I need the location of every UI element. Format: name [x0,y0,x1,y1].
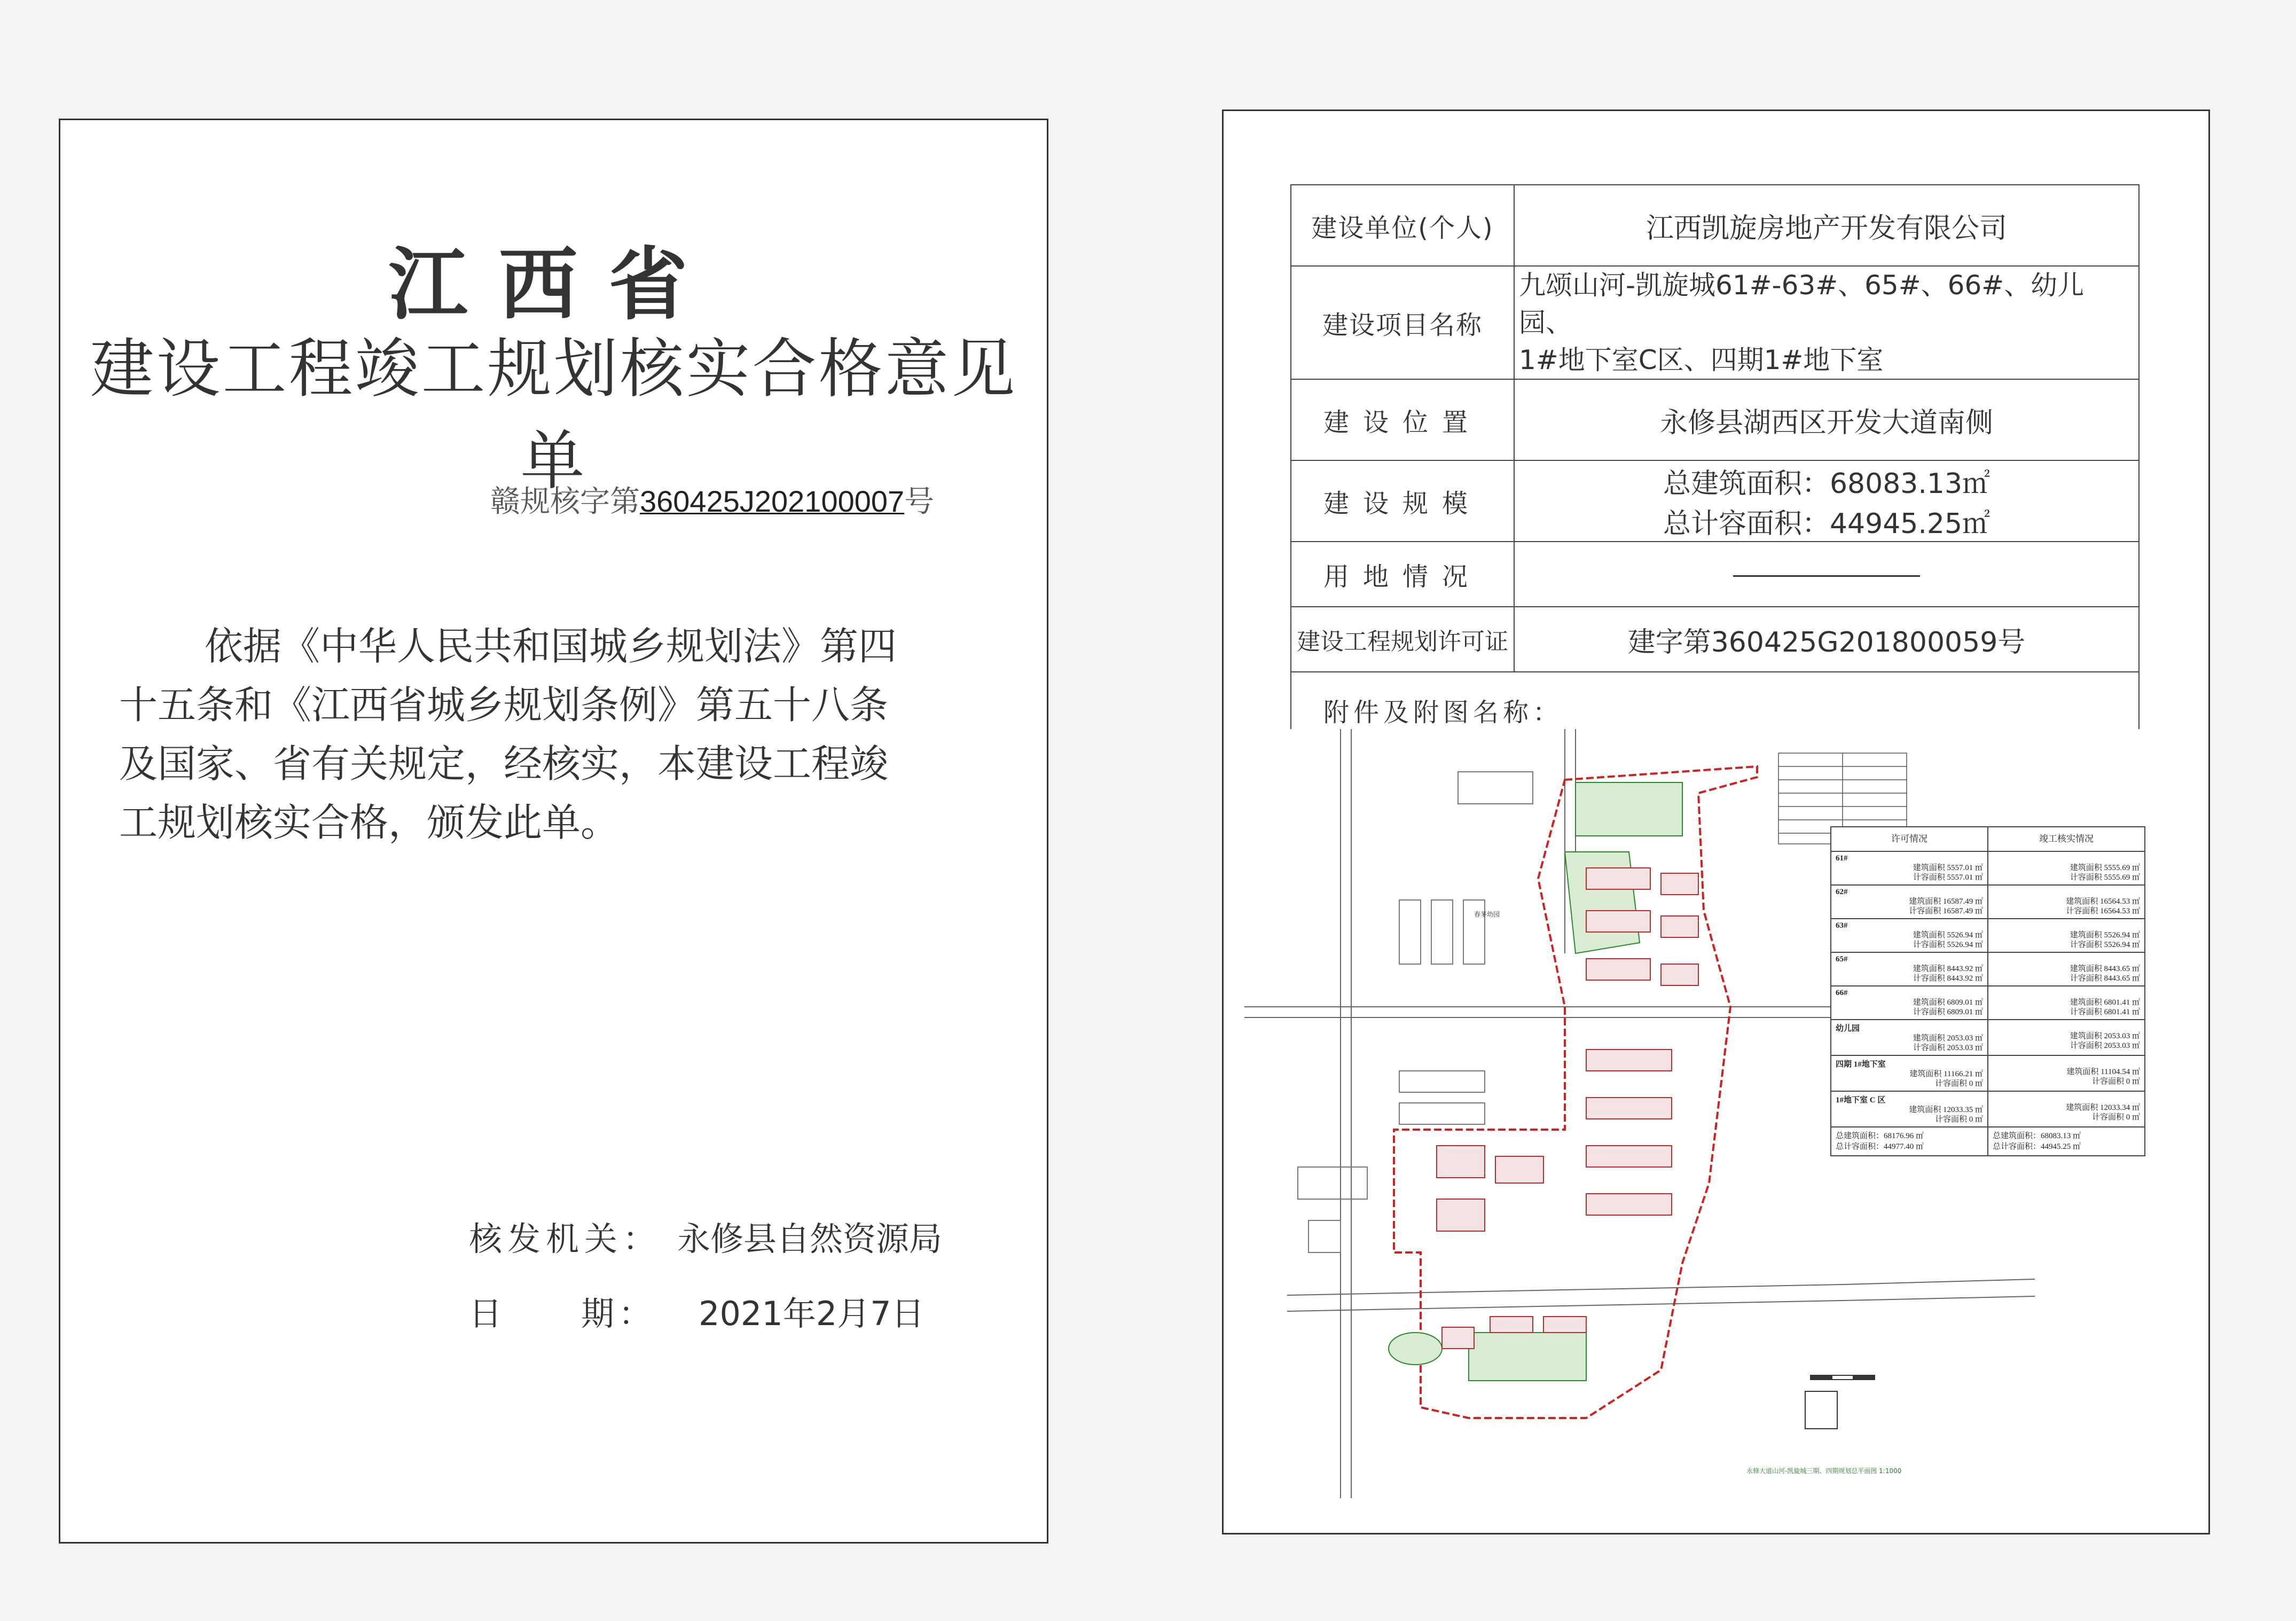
table-row: 62# 建筑面积 16587.49 ㎡ 计容面积 16587.49 ㎡ 建筑面积 16564.53 ㎡ 计容面积 16564.53 ㎡ [1831,886,2144,919]
row-key: 建设规模 [1291,460,1514,542]
number-value: 360425J202100007 [640,484,905,518]
table-row: 61# 建筑面积 5557.01 ㎡ 计容面积 5557.01 ㎡ 建筑面积 5555.69 ㎡ 计容面积 5555.69 ㎡ [1831,852,2144,886]
table-row: 1#地下室 C 区 建筑面积 12033.35 ㎡ 计容面积 0 ㎡ 建筑面积 12033.34 ㎡ 计容面积 0 ㎡ [1831,1092,2144,1127]
number-prefix: 赣规核字第 [490,484,640,519]
site-plan-drawing [1244,729,2182,1498]
table-row: 63# 建筑面积 5526.94 ㎡ 计容面积 5526.94 ㎡ 建筑面积 5526.94 ㎡ 计容面积 5526.94 ㎡ [1831,919,2144,953]
table-row: 四期 1#地下室 建筑面积 11166.21 ㎡ 计容面积 0 ㎡ 建筑面积 11104.54 ㎡ 计容面积 0 ㎡ [1831,1056,2144,1092]
area-table-total: 总建筑面积：68176.96 ㎡ 总计容面积：44977.40 ㎡ 总建筑面积：68083.13 ㎡ 总计容面积：44945.25 ㎡ [1831,1127,2144,1155]
document-title: 建设工程竣工规划核实合格意见单 [90,332,1017,498]
row-value: 建字第360425G201800059号 [1514,607,2139,672]
plan-legend-label: 春茅幼园 [1474,911,1500,918]
body-text [119,617,1027,852]
area-comparison-table [1830,826,2145,1156]
row-value: 江西凯旋房地产开发有限公司 [1514,185,2139,266]
table-row: 幼儿园 建筑面积 2053.03 ㎡ 计容面积 2053.03 ㎡ 建筑面积 2053.03 ㎡ 计容面积 2053.03 ㎡ [1831,1020,2144,1056]
row-key: 建设位置 [1291,379,1514,460]
area-table-body [1831,852,2144,1127]
province-title: 江西省 [388,239,719,331]
row-key: 建设工程规划许可证 [1291,607,1514,672]
row-key: 用地情况 [1291,542,1514,607]
issuer [469,1212,942,1260]
certificate-sheet [59,119,1048,1544]
number-suffix: 号 [904,484,935,519]
area-table-header [1831,827,2144,852]
table-row [1291,379,2139,460]
plan-caption: 永修大道山河-凯旋城三期、四期规划总平面图 1:1000 [1746,1467,1902,1475]
row-value: 永修县湖西区开发大道南侧 [1514,379,2139,460]
date-label-2: 期： [581,1294,656,1333]
table-row [1291,460,2139,542]
table-row [1291,266,2139,379]
date-value: 2021年2月7日 [699,1294,924,1333]
issuer-label: 核发机关： [469,1219,662,1258]
body-line: 依据《中华人民共和国城乡规划法》第四 [205,624,897,669]
row-key: 建设项目名称 [1291,266,1514,379]
table-row: 66# 建筑面积 6809.01 ㎡ 计容面积 6809.01 ㎡ 建筑面积 6801.41 ㎡ 计容面积 6801.41 ㎡ [1831,986,2144,1020]
issue-date [469,1287,924,1335]
certificate-number [490,478,934,521]
empty-dash [1733,575,1920,577]
body-line: 及国家、省有关规定，经核实，本建设工程竣 [119,741,889,786]
body-line: 十五条和《江西省城乡规划条例》第五十八条 [119,683,889,727]
issuer-value: 永修县自然资源局 [677,1219,943,1258]
header-completion: 竣工核实情况 [2039,834,2094,844]
table-row [1291,607,2139,672]
table-row [1291,185,2139,266]
header-permit: 许可情况 [1831,827,1988,851]
row-value: 总建筑面积：68083.13㎡ 总计容面积：44945.25㎡ [1514,460,2139,542]
row-value: 九颂山河-凯旋城61#-63#、65#、66#、幼儿园、 1#地下室C区、四期1#地下室 [1514,266,2139,379]
date-label-1: 日 [469,1294,507,1333]
body-line: 工规划核实合格，颁发此单。 [119,800,620,845]
attachments-label: 附件及附图名称： [1291,672,2139,747]
row-value [1514,542,2139,607]
project-info-table [1290,184,2140,747]
table-row [1291,542,2139,607]
row-key: 建设单位(个人) [1291,185,1514,266]
table-row: 65# 建筑面积 8443.92 ㎡ 计容面积 8443.92 ㎡ 建筑面积 8443.65 ㎡ 计容面积 8443.65 ㎡ [1831,953,2144,986]
